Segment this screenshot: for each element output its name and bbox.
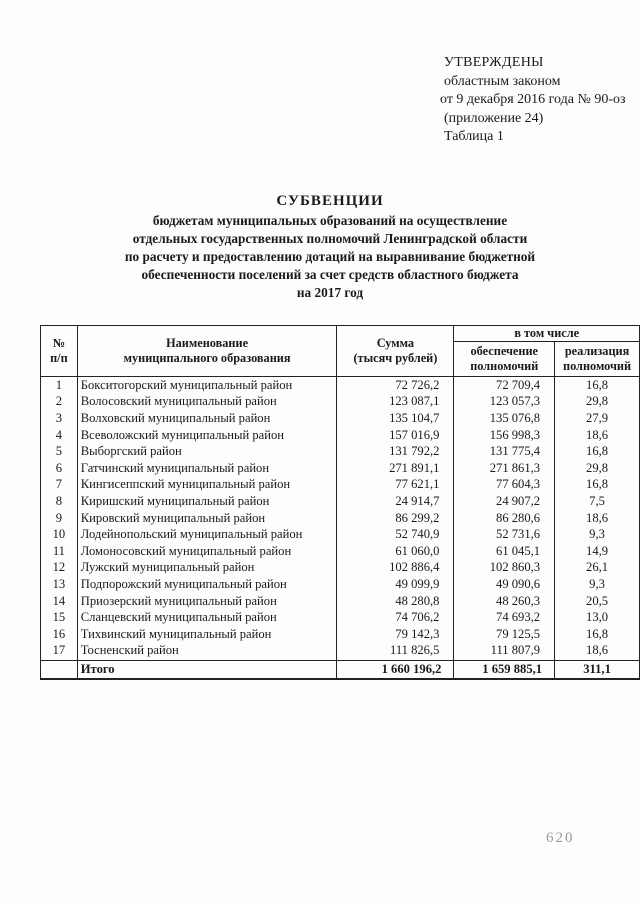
cell-num: 15 [41, 609, 78, 626]
cell-sum: 61 060,0 [337, 543, 454, 560]
total-provision: 1 659 885,1 [454, 661, 555, 680]
cell-name: Киришский муниципальный район [77, 493, 337, 510]
cell-realization: 29,8 [555, 460, 640, 477]
table-row [41, 576, 640, 593]
approval-header [440, 54, 626, 147]
table-row [41, 609, 640, 626]
cell-num: 2 [41, 394, 78, 411]
cell-provision: 24 907,2 [454, 493, 555, 510]
approval-title: УТВЕРЖДЕНЫ [444, 55, 544, 70]
document-title-line-2: отдельных государственных полномочий Ленинградской области [132, 231, 528, 246]
cell-num: 5 [41, 443, 78, 460]
cell-name: Сланцевский муниципальный район [77, 609, 337, 626]
cell-num: 16 [41, 626, 78, 643]
cell-name: Тосненский район [77, 643, 337, 661]
cell-sum: 271 891,1 [337, 460, 454, 477]
table-row [41, 460, 640, 477]
table-row [41, 410, 640, 427]
cell-realization: 7,5 [555, 493, 640, 510]
document-title-line-5: на 2017 год [296, 285, 364, 300]
table-row [41, 626, 640, 643]
cell-provision: 102 860,3 [454, 560, 555, 577]
table-row [41, 593, 640, 610]
cell-name: Подпорожский муниципальный район [77, 576, 337, 593]
cell-name: Ломоносовский муниципальный район [77, 543, 337, 560]
document-title-line-1: бюджетам муниципальных образований на осуществление [152, 213, 508, 228]
cell-realization: 16,8 [555, 443, 640, 460]
total-sum: 1 660 196,2 [337, 661, 454, 680]
header-sum: Сумма (тысяч рублей) [337, 326, 454, 377]
cell-sum: 86 299,2 [337, 510, 454, 527]
table-row [41, 394, 640, 411]
table-row [41, 477, 640, 494]
cell-realization: 14,9 [555, 543, 640, 560]
cell-provision: 48 260,3 [454, 593, 555, 610]
cell-num: 4 [41, 427, 78, 444]
cell-provision: 111 807,9 [454, 643, 555, 661]
header-including: в том числе [454, 326, 640, 342]
cell-realization: 18,6 [555, 510, 640, 527]
cell-realization: 18,6 [555, 427, 640, 444]
document-title-main: СУБВЕНЦИИ [276, 193, 384, 209]
table-row [41, 526, 640, 543]
cell-num: 6 [41, 460, 78, 477]
cell-realization: 18,6 [555, 643, 640, 661]
cell-name: Гатчинский муниципальный район [77, 460, 337, 477]
cell-num: 3 [41, 410, 78, 427]
cell-provision: 271 861,3 [454, 460, 555, 477]
document-title-line-4: обеспеченности поселений за счет средств областного бюджета [141, 267, 519, 282]
cell-realization: 27,9 [555, 410, 640, 427]
header-name: Наименование муниципального образования [77, 326, 337, 377]
cell-name: Бокситогорский муниципальный район [77, 377, 337, 394]
cell-realization: 29,8 [555, 394, 640, 411]
table-row [41, 493, 640, 510]
total-num-cell [41, 661, 78, 680]
cell-num: 13 [41, 576, 78, 593]
table-row [41, 377, 640, 394]
cell-realization: 16,8 [555, 477, 640, 494]
cell-realization: 9,3 [555, 576, 640, 593]
cell-realization: 16,8 [555, 377, 640, 394]
cell-realization: 13,0 [555, 609, 640, 626]
cell-provision: 123 057,3 [454, 394, 555, 411]
cell-sum: 52 740,9 [337, 526, 454, 543]
approval-line-4: Таблица 1 [444, 129, 504, 144]
cell-sum: 72 726,2 [337, 377, 454, 394]
cell-name: Тихвинский муниципальный район [77, 626, 337, 643]
cell-sum: 79 142,3 [337, 626, 454, 643]
cell-num: 11 [41, 543, 78, 560]
cell-num: 14 [41, 593, 78, 610]
cell-sum: 123 087,1 [337, 394, 454, 411]
subventions-table [40, 325, 640, 680]
cell-name: Лодейнопольский муниципальный район [77, 526, 337, 543]
cell-provision: 49 090,6 [454, 576, 555, 593]
cell-provision: 135 076,8 [454, 410, 555, 427]
cell-sum: 135 104,7 [337, 410, 454, 427]
total-label: Итого [77, 661, 337, 680]
cell-sum: 77 621,1 [337, 477, 454, 494]
header-num: № п/п [41, 326, 78, 377]
approval-line-2: от 9 декабря 2016 года № 90-оз [440, 92, 626, 107]
cell-sum: 157 016,9 [337, 427, 454, 444]
cell-sum: 74 706,2 [337, 609, 454, 626]
cell-provision: 86 280,6 [454, 510, 555, 527]
cell-name: Всеволожский муниципальный район [77, 427, 337, 444]
cell-name: Лужский муниципальный район [77, 560, 337, 577]
total-row [41, 661, 640, 680]
cell-num: 8 [41, 493, 78, 510]
table-row [41, 443, 640, 460]
cell-num: 7 [41, 477, 78, 494]
approval-line-1: областным законом [444, 73, 561, 89]
cell-provision: 72 709,4 [454, 377, 555, 394]
cell-sum: 24 914,7 [337, 493, 454, 510]
page-number: 620 [546, 830, 575, 846]
table-row [41, 643, 640, 661]
cell-realization: 20,5 [555, 593, 640, 610]
cell-sum: 111 826,5 [337, 643, 454, 661]
cell-sum: 102 886,4 [337, 560, 454, 577]
table-row [41, 560, 640, 577]
cell-sum: 48 280,8 [337, 593, 454, 610]
cell-provision: 156 998,3 [454, 427, 555, 444]
cell-name: Приозерский муниципальный район [77, 593, 337, 610]
cell-provision: 74 693,2 [454, 609, 555, 626]
cell-num: 12 [41, 560, 78, 577]
cell-name: Волховский муниципальный район [77, 410, 337, 427]
document-title [60, 192, 600, 302]
cell-name: Волосовский муниципальный район [77, 394, 337, 411]
document-title-line-3: по расчету и предоставлению дотаций на выравнивание бюджетной [124, 249, 536, 264]
cell-realization: 9,3 [555, 526, 640, 543]
cell-num: 9 [41, 510, 78, 527]
total-realization: 311,1 [555, 661, 640, 680]
cell-num: 10 [41, 526, 78, 543]
table-row [41, 543, 640, 560]
table-row [41, 510, 640, 527]
cell-provision: 79 125,5 [454, 626, 555, 643]
cell-num: 17 [41, 643, 78, 661]
cell-name: Кировский муниципальный район [77, 510, 337, 527]
cell-provision: 52 731,6 [454, 526, 555, 543]
cell-provision: 61 045,1 [454, 543, 555, 560]
cell-provision: 131 775,4 [454, 443, 555, 460]
cell-realization: 26,1 [555, 560, 640, 577]
cell-name: Кингисеппский муниципальный район [77, 477, 337, 494]
cell-sum: 131 792,2 [337, 443, 454, 460]
header-realization: реализация полномочий [555, 342, 640, 377]
cell-num: 1 [41, 377, 78, 394]
cell-provision: 77 604,3 [454, 477, 555, 494]
approval-line-3: (приложение 24) [444, 110, 544, 126]
cell-realization: 16,8 [555, 626, 640, 643]
cell-sum: 49 099,9 [337, 576, 454, 593]
table-row [41, 427, 640, 444]
cell-name: Выборгский район [77, 443, 337, 460]
header-provision: обеспечение полномочий [454, 342, 555, 377]
